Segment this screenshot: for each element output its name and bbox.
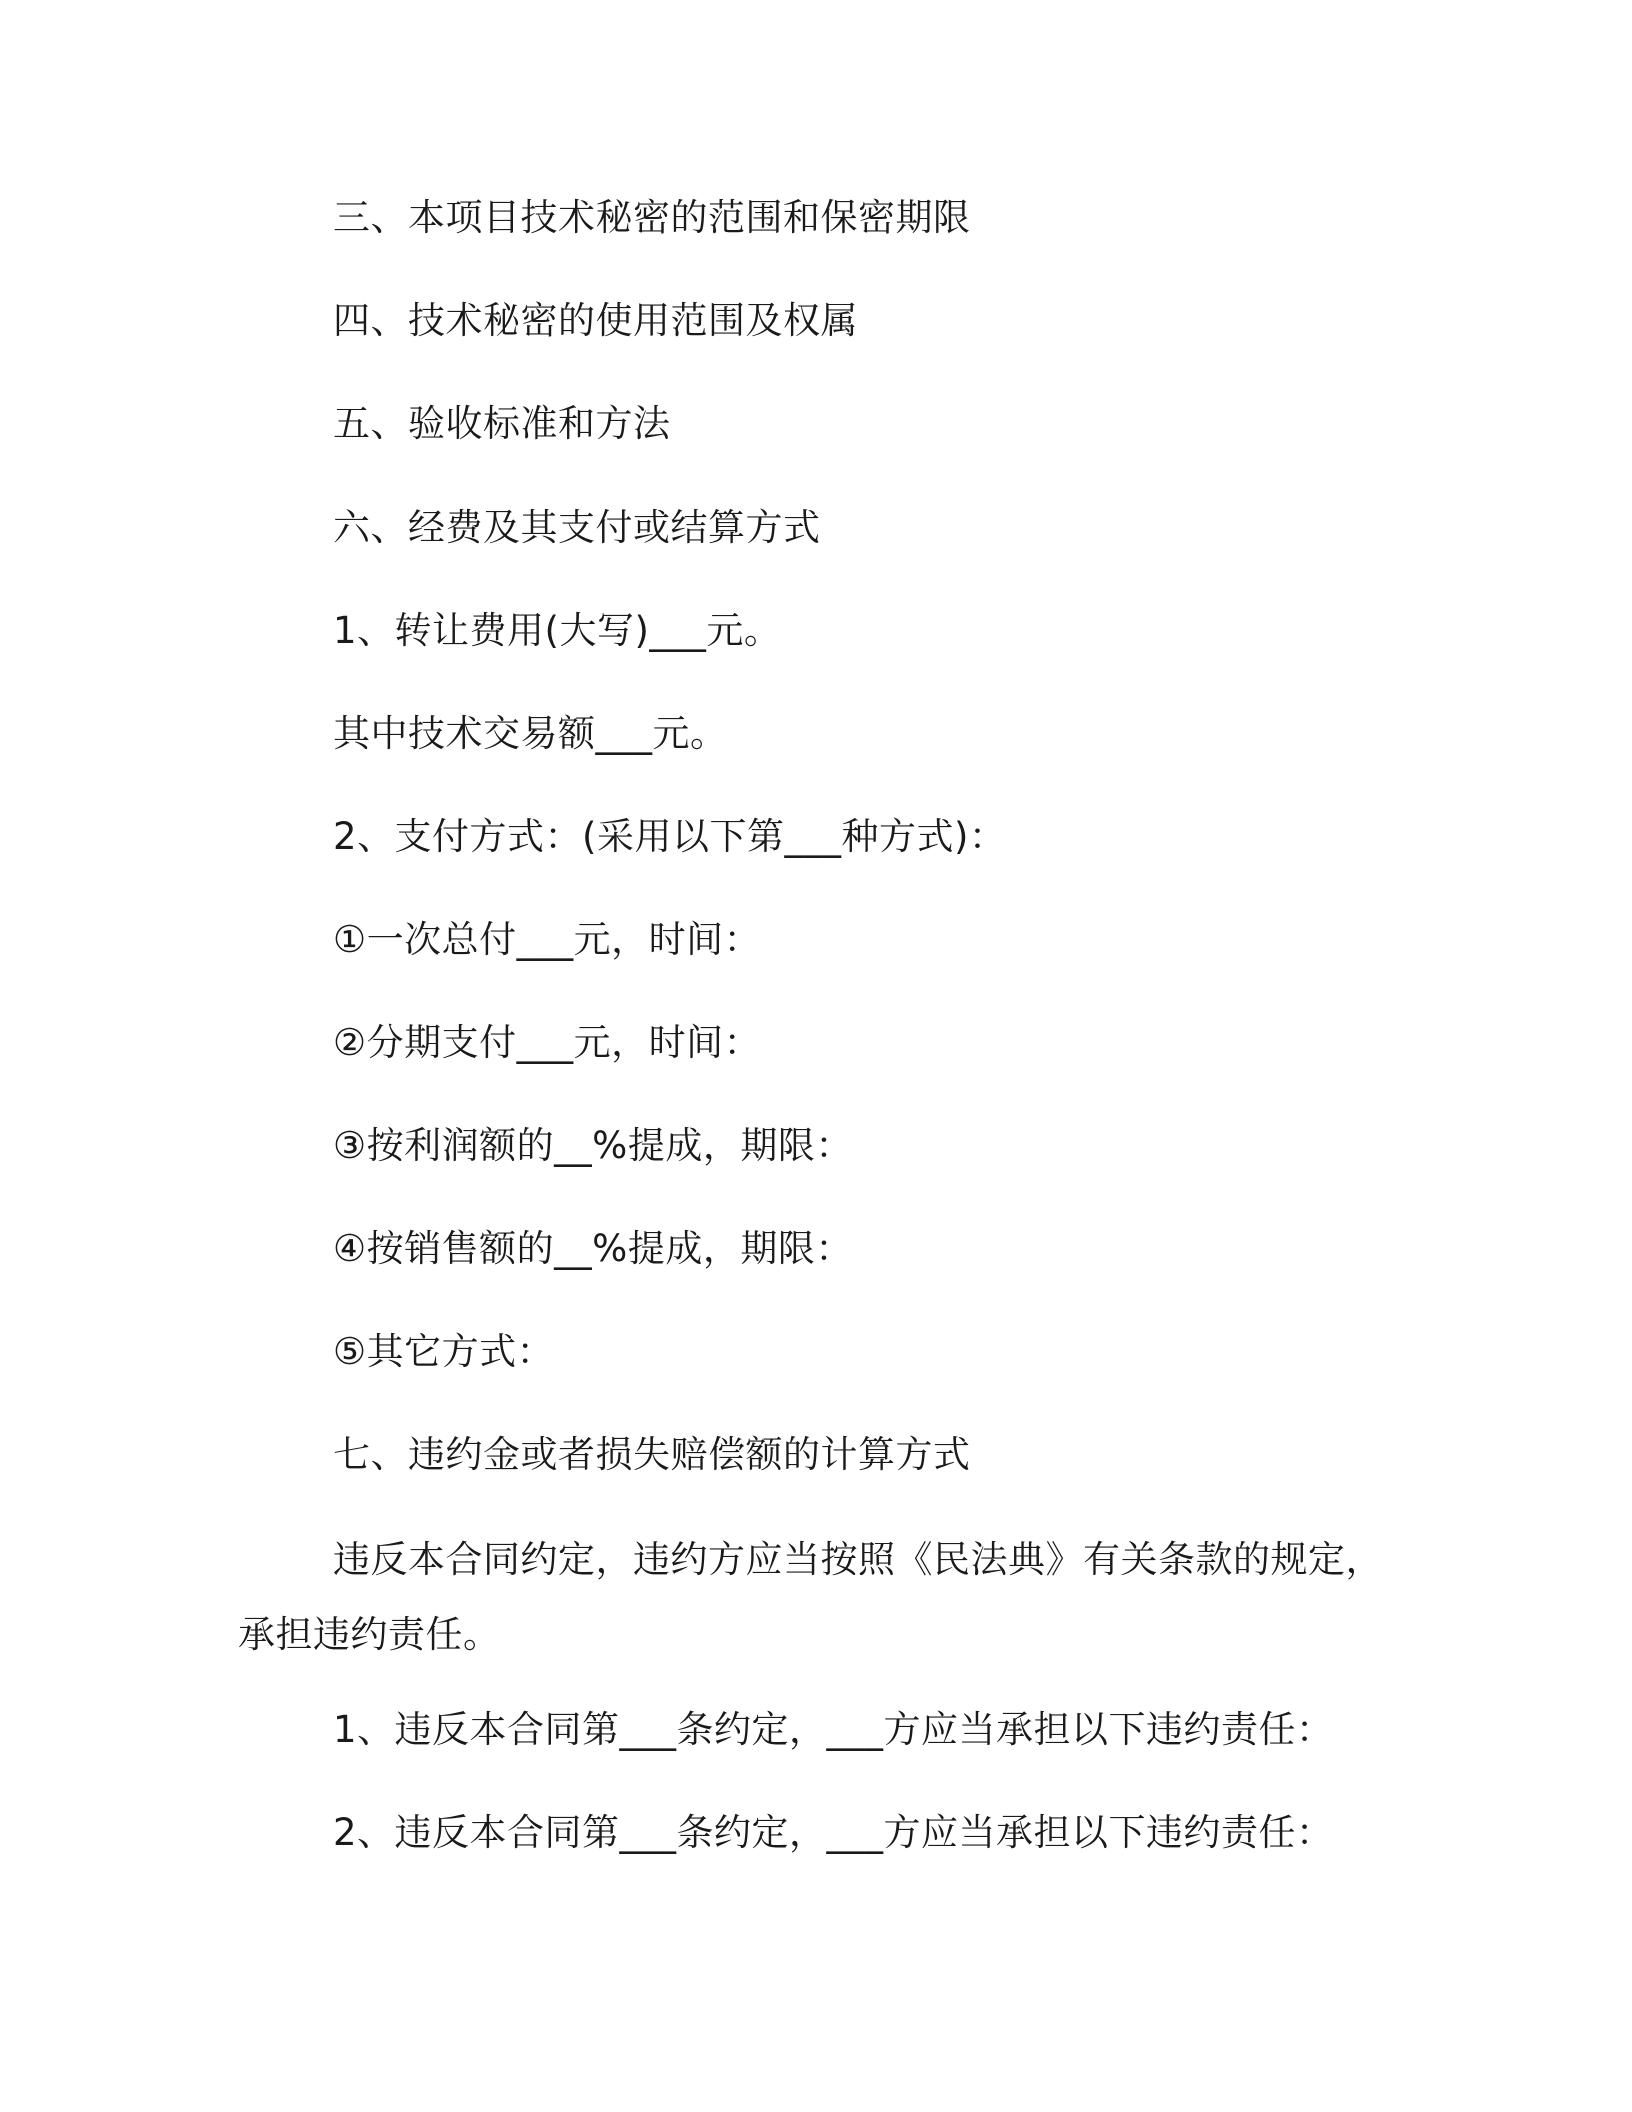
section-three-heading: 三、本项目技术秘密的范围和保密期限 <box>333 196 971 239</box>
liability-clause-2: 2、违反本合同第___条约定，___方应当承担以下违约责任： <box>333 1811 1334 1854</box>
technology-transaction-line: 其中技术交易额___元。 <box>333 712 728 755</box>
payment-option-1: ①一次总付___元，时间： <box>333 918 762 961</box>
payment-method-line: 2、支付方式：(采用以下第___种方式)： <box>333 815 1007 858</box>
payment-option-2: ②分期支付___元，时间： <box>333 1021 762 1064</box>
section-six-heading: 六、经费及其支付或结算方式 <box>333 506 821 549</box>
transfer-fee-line: 1、转让费用(大写)___元。 <box>333 609 782 652</box>
section-seven-heading: 七、违约金或者损失赔偿额的计算方式 <box>333 1433 971 1476</box>
liability-clause-1: 1、违反本合同第___条约定，___方应当承担以下违约责任： <box>333 1708 1334 1751</box>
section-four-heading: 四、技术秘密的使用范围及权属 <box>333 299 858 342</box>
liability-paragraph: 违反本合同约定，违约方应当按照《民法典》有关条款的规定，承担违约责任。 <box>238 1538 1383 1656</box>
payment-option-4: ④按销售额的__%提成，期限： <box>333 1227 853 1270</box>
section-five-heading: 五、验收标准和方法 <box>333 402 671 445</box>
payment-option-5: ⑤其它方式： <box>333 1330 555 1373</box>
payment-option-3: ③按利润额的__%提成，期限： <box>333 1124 853 1167</box>
